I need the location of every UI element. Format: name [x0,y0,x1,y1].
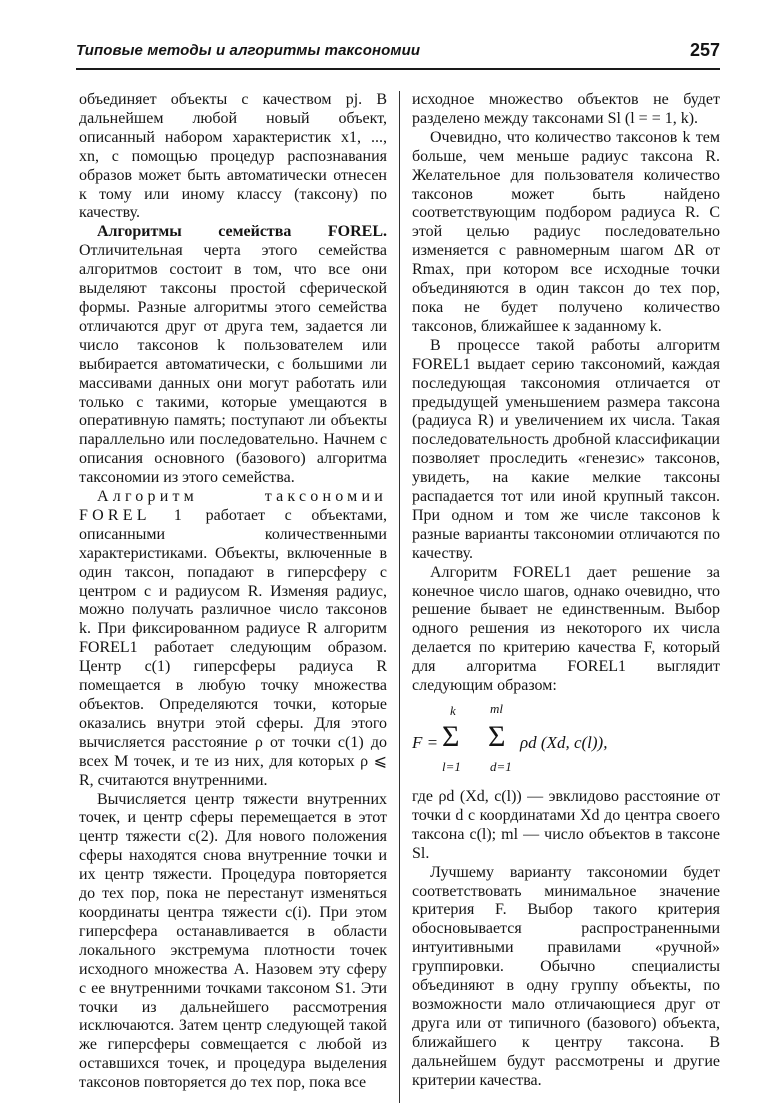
right-paragraph-1: исходное множество объектов не будет разделено между таксонами Sl (l = = 1, k). [412,91,720,127]
page-number: 257 [689,40,720,60]
sum2-upper-limit: ml [490,701,503,716]
right-paragraph-4: Алгоритм FOREL1 дает решение за конечное число шагов, однако очевидно, что решение бывает не единственным. Выбор одного решения из некоторого их числа делается по критерию качества F, который для алгоритма FOREL1 выглядит следующим образом: [412,563,720,695]
forel1-text: работает с объектами, описанными количественными характеристиками. Объекты, включенные в один таксон, попадают в гиперсферу с центром c и радиусом R. Изменяя радиус, можно получать различное число таксонов k. При фиксированном радиусе R алгоритм FOREL1 работает следующим образом. Центр c(1) гиперсферы радиуса R помещается в любую точку множества объектов. Определяются точки, которые оказались внутри этой сферы. Для этого вычисляется расстояние ρ от точки c(1) до всех M точек, и те из них, для которых ρ ⩽ R, считаются внутренними. [79,506,388,789]
right-paragraph-6: Лучшему варианту таксономии будет соответствовать минимальное значение критерия F. Выбор такого критерия обосновывается распространенными интуитивными правилами «ручной» группировки. Обычно специалисты объединяют в одну группу объекты, по возможности мало отличающиеся друг от друга или от типичного (базового) объекта, ближайшего к центру таксона. В дальнейшем будут рассмотрены и другие критерии качества. [412,863,720,1089]
forel1-heading: Алгоритм таксономии FOREL 1 [79,488,387,524]
right-paragraph-5: где ρd (Xd, c(l)) — эвклидово расстояние от точки d с координатами Xd до центра своего таксона c(l); ml — число объектов в таксоне Sl. [412,788,720,862]
formula-body: ρd (Xd, c(l)), [520,733,608,752]
sum1-lower-limit: l=1 [442,759,461,774]
column-divider [399,91,400,1103]
sum1-sigma: Σ [442,720,460,753]
left-paragraph-1: объединяет объекты с качеством pj. В дальнейшем любой новый объект, описанный набором характеристик x1, ..., xn, с помощью процедур распознавания образов может быть автоматически отнесен к тому или иному классу (таксону) по качеству. [79,91,387,222]
quality-criterion-formula [412,696,720,788]
left-paragraph-2 [79,223,387,488]
right-paragraph-3: В процессе такой работы алгоритм FOREL1 выдает серию таксономий, каждая последующая таксономия отличается от предыдущей уменьшением размера таксона (радиуса R) и увеличением их числа. Такая последовательность дробной классификации позволяет проследить «генезис» таксонов, увидеть, на какие мелкие таксоны распадается тот или иной крупный таксон. При одном и том же числе таксонов k разные варианты таксономии отличаются по качеству. [412,336,720,562]
forel-family-text: Отличительная черта этого семейства алгоритмов состоит в том, что все они выделяют таксоны простой сферической формы. Разные алгоритмы этого семейства отличаются друг от друга тем, задается ли число таксонов k пользователем или выбирается автоматически, с большими ли массивами данных они могут работать или только с такими, которые умещаются в оперативную память; поступают ли объекты параллельно или последовательно. Начнем с описания основного (базового) алгоритма таксономии из этого семейства. [79,242,387,487]
left-column [79,91,387,1093]
left-paragraph-3 [79,488,387,791]
left-paragraph-4: Вычисляется центр тяжести внутренних точек, и центр сферы перемещается в этот центр тяжести c(2). Для нового положения сферы находятся снова внутренние точки и их центр тяжести. Процедура повторяется до тех пор, пока не перестанут изменяться координаты центра тяжести c(i). При этом гиперсфера останавливается в области локального экстремума плотности точек исходного множества A. Назовем эту сферу с ее внутренними точками таксоном S1. Эти точки из дальнейшего рассмотрения исключаются. Затем центр следующей такой же гиперсферы совмещается с любой из оставшихся точек, и процедура выделения таксонов повторяется до тех пор, пока все [79,790,387,1092]
sum2-sigma: Σ [488,720,506,753]
right-paragraph-2: Очевидно, что количество таксонов k тем больше, чем меньше радиус таксона R. Желательное для пользователя количество таксонов может быть найдено соответствующим подбором радиуса R. С этой целью радиус последовательно изменяется с равномерным шагом ΔR от Rmax, при котором все исходные точки объединяются в один таксон до тех пор, пока не будет получено количество таксонов, ближайшее к заданному k. [412,128,720,335]
running-title: Типовые методы и алгоритмы таксономии [76,42,421,59]
forel-family-heading: Алгоритмы семейства FOREL. [97,223,387,241]
sum2-lower-limit: d=1 [490,759,512,774]
right-column [412,91,720,1091]
formula-lhs: F = [412,733,439,752]
page-header [76,40,720,64]
header-rule [76,68,720,70]
sum1-upper-limit: k [450,703,456,718]
